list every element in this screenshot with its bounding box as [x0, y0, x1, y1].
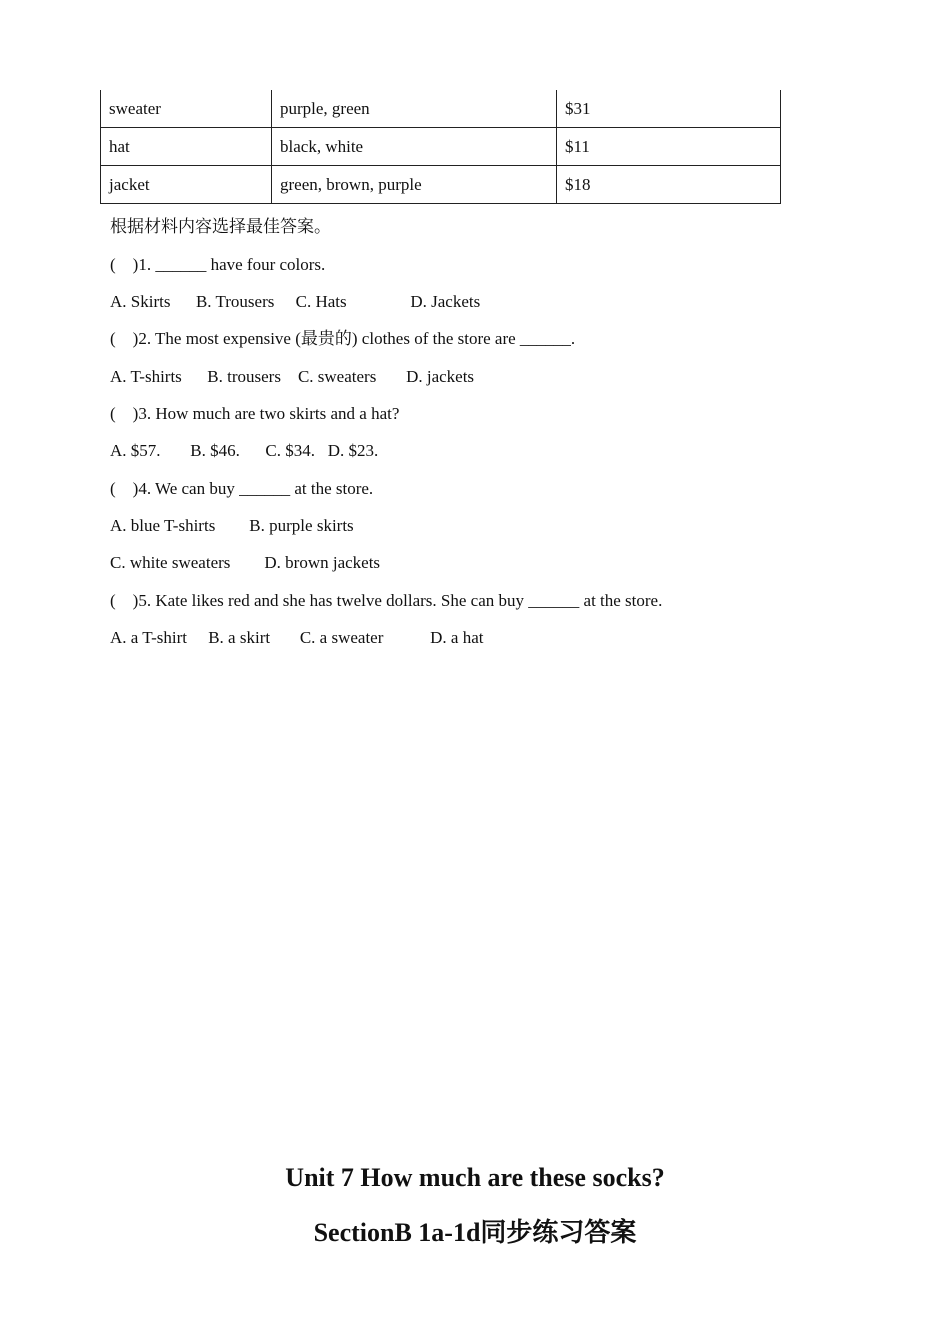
price-cell: $31 [557, 90, 781, 128]
answer-section-title: Unit 7 How much are these socks? [285, 1163, 665, 1192]
price-cell: $18 [557, 166, 781, 204]
colors-cell: green, brown, purple [272, 166, 557, 204]
question-2: ( )2. The most expensive (最贵的) clothes of the store are ______. [110, 329, 576, 348]
question-4-options-row2: C. white sweaters D. brown jackets [110, 553, 381, 572]
answer-section-subtitle: SectionB 1a-1d同步练习答案 [313, 1218, 637, 1247]
question-1-options: A. Skirts B. Trousers C. Hats D. Jackets [110, 292, 481, 311]
colors-cell: purple, green [272, 90, 557, 128]
table-body [101, 90, 781, 204]
table-row [101, 128, 781, 166]
question-5: ( )5. Kate likes red and she has twelve dollars. She can buy ______ at the store. [110, 591, 663, 610]
instruction-text: 根据材料内容选择最佳答案。 [110, 217, 331, 236]
question-2-options: A. T-shirts B. trousers C. sweaters D. jackets [110, 367, 475, 386]
question-3-options: A. $57. B. $46. C. $34. D. $23. [110, 441, 379, 460]
question-3: ( )3. How much are two skirts and a hat? [110, 404, 400, 423]
colors-cell: black, white [272, 128, 557, 166]
price-cell: $11 [557, 128, 781, 166]
item-cell: hat [101, 128, 272, 166]
clothes-price-table [100, 90, 781, 204]
table-row [101, 166, 781, 204]
question-1: ( )1. ______ have four colors. [110, 255, 326, 274]
item-cell: jacket [101, 166, 272, 204]
question-4-options-row1: A. blue T-shirts B. purple skirts [110, 516, 354, 535]
item-cell: sweater [101, 90, 272, 128]
question-5-options: A. a T-shirt B. a skirt C. a sweater D. a hat [110, 628, 484, 647]
question-4: ( )4. We can buy ______ at the store. [110, 479, 374, 498]
table-row [101, 90, 781, 128]
